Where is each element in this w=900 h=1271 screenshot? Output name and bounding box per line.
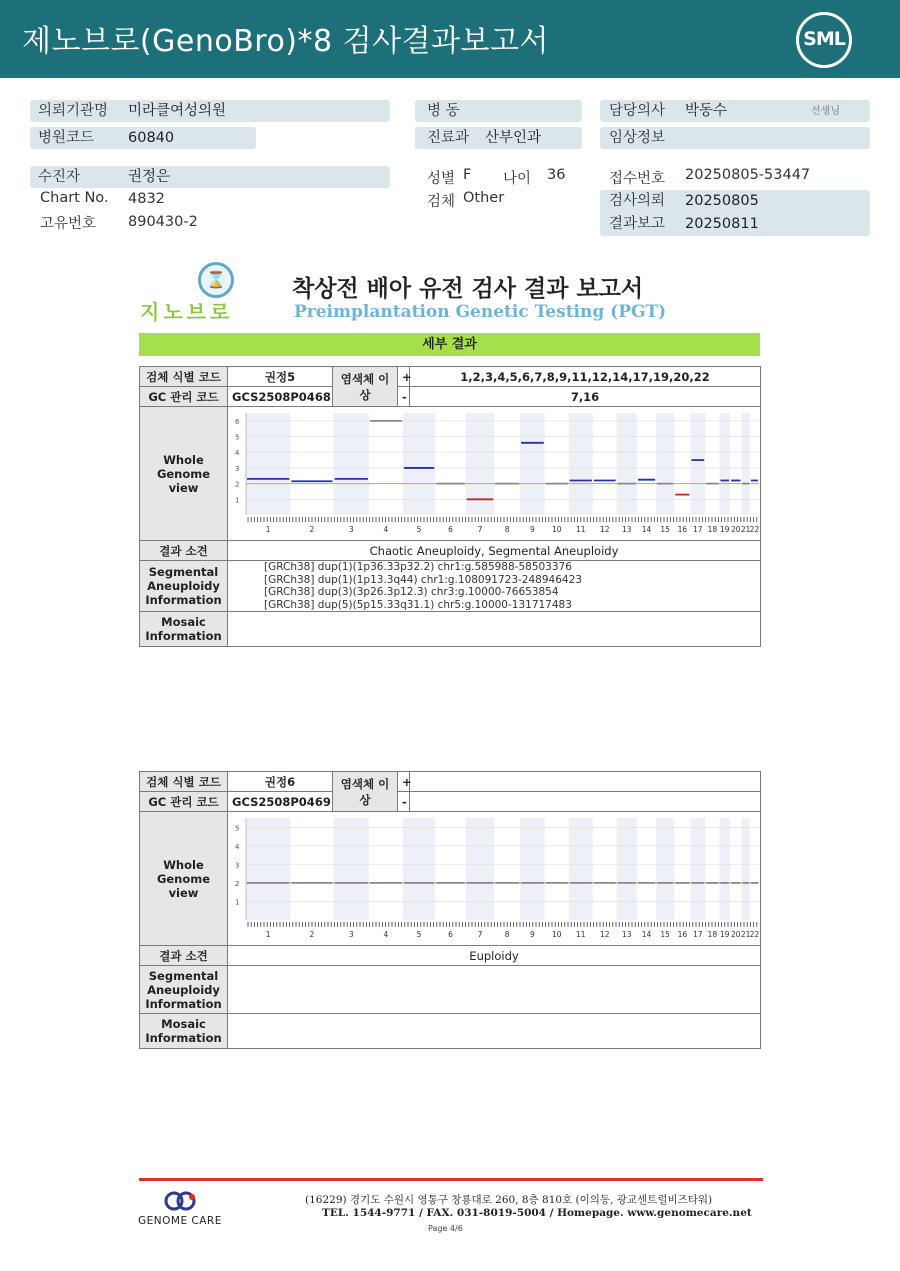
department-label: 진료과 — [427, 130, 470, 146]
department-row — [415, 127, 582, 149]
genome-care-text: GENOME CARE — [138, 1215, 222, 1227]
specimen-value: Other — [463, 190, 505, 206]
hospital-code-label: 병원코드 — [38, 130, 95, 146]
segmental-line: [GRCh38] dup(3)(3p26.3p12.3) chr3:g.10000-76653854 — [264, 586, 559, 598]
x-tick-label: 5 — [416, 930, 422, 939]
clinical-label: 임상정보 — [609, 130, 666, 146]
minus-chromosomes — [410, 792, 761, 812]
chromosome-band — [617, 818, 637, 920]
x-tick-label: 16 — [677, 525, 688, 534]
x-tick-label: 14 — [641, 930, 652, 939]
hospital-code-row — [30, 127, 256, 149]
whole-genome-label: Whole Genome view — [140, 812, 228, 946]
patient-value: 권정은 — [128, 169, 171, 185]
clinical-row — [600, 127, 870, 149]
doctor-row — [600, 100, 870, 122]
segmental-value — [228, 561, 761, 612]
chromosome-band — [569, 818, 593, 920]
genome-plot-1 — [232, 407, 765, 537]
report-label: 결과보고 — [609, 216, 666, 232]
sex-label: 성별 — [427, 171, 456, 187]
chromosome-band — [520, 413, 545, 515]
plus-sign: + — [398, 772, 410, 792]
receipt-label: 접수번호 — [609, 171, 666, 187]
ward-row — [415, 100, 582, 122]
x-tick-label: 8 — [504, 930, 510, 939]
doctor-label: 담당의사 — [609, 103, 666, 119]
doctor-suffix: 선생님 — [811, 106, 840, 117]
sml-logo — [796, 12, 852, 68]
specimen-label: 검체 — [427, 194, 456, 210]
x-tick-label: 4 — [383, 525, 389, 534]
segmental-label: Segmental Aneuploidy Information — [140, 561, 228, 612]
chromosome-band — [334, 413, 369, 515]
hospital-code-value: 60840 — [128, 130, 175, 146]
x-tick-label: 3 — [348, 930, 354, 939]
x-tick-label: 7 — [477, 930, 483, 939]
id-label: 고유번호 — [40, 216, 97, 232]
x-tick-label: 13 — [622, 930, 632, 939]
genobro-logo-word: 지노브로 — [140, 300, 234, 324]
chart-label: Chart No. — [40, 190, 109, 206]
chromosome-band — [690, 413, 705, 515]
finding-value: Chaotic Aneuploidy, Segmental Aneuploidy — [228, 541, 761, 561]
x-tick-label: 9 — [530, 525, 535, 534]
sample-id-label: 검체 식별 코드 — [140, 772, 228, 792]
x-tick-label: 2 — [309, 525, 315, 534]
footer-address: (16229) 경기도 수원시 영통구 창룡대로 260, 8층 810호 (이의동, 광교센트럴비즈타워) — [305, 1194, 713, 1206]
report-header-title: 제노브로(GenoBro)*8 검사결과보고서 — [22, 24, 549, 59]
chromosome-band — [466, 818, 494, 920]
chromosome-band — [690, 818, 705, 920]
x-tick-label: 6 — [448, 525, 453, 534]
x-tick-label: 17 — [693, 930, 703, 939]
finding-label: 결과 소견 — [140, 541, 228, 561]
doctor-value: 박동수 — [685, 103, 728, 119]
chromosome-band — [403, 413, 435, 515]
x-tick-label: 15 — [660, 930, 670, 939]
sample-id-value: 권정6 — [228, 772, 333, 792]
x-tick-label: 16 — [677, 930, 688, 939]
abnormality-label: 염색체 이상 — [333, 772, 398, 812]
plus-sign: + — [398, 367, 410, 387]
chart-value: 4832 — [128, 191, 165, 207]
report-subtitle: Preimplantation Genetic Testing (PGT) — [294, 302, 667, 322]
id-value: 890430-2 — [128, 214, 198, 230]
mosaic-value — [228, 612, 761, 647]
chromosome-band — [741, 413, 749, 515]
sample-id-label: 검체 식별 코드 — [140, 367, 228, 387]
result-table-2 — [139, 771, 761, 1049]
x-tick-label: 2 — [309, 930, 315, 939]
y-tick-label: 4 — [235, 449, 240, 458]
x-tick-label: 13 — [622, 525, 632, 534]
x-tick-label: 12 — [599, 930, 610, 939]
chromosome-band — [720, 818, 731, 920]
ward-label: 병 동 — [427, 103, 460, 119]
chromosome-band — [656, 413, 674, 515]
y-tick-label: 5 — [235, 433, 240, 442]
genome-care-logo — [135, 1190, 235, 1230]
genome-plot-2 — [232, 812, 765, 942]
segmental-line: [GRCh38] dup(1)(1p36.33p32.2) chr1:g.585988-58503376 — [264, 561, 572, 573]
minus-sign: - — [398, 387, 410, 407]
x-tick-label: 12 — [599, 525, 610, 534]
x-tick-label: 19 — [720, 930, 730, 939]
page-number: Page 4/6 — [428, 1224, 463, 1233]
age-label: 나이 — [503, 171, 532, 187]
minus-sign: - — [398, 792, 410, 812]
chromosome-band — [403, 818, 435, 920]
institution-row — [30, 100, 390, 122]
y-tick-label: 4 — [235, 842, 240, 851]
request-report-box — [600, 190, 870, 236]
x-tick-label: 21 — [740, 525, 751, 534]
request-label: 검사의뢰 — [609, 193, 666, 209]
chromosome-band — [569, 413, 593, 515]
gc-code-value: GCS2508P0469 — [228, 792, 333, 812]
genobro-logo — [140, 262, 255, 322]
x-tick-label: 17 — [693, 525, 703, 534]
x-tick-label: 1 — [265, 525, 271, 534]
y-tick-label: 1 — [235, 898, 240, 907]
x-tick-label: 20 — [730, 525, 741, 534]
x-tick-label: 20 — [730, 930, 741, 939]
x-tick-label: 3 — [348, 525, 354, 534]
footer-contact: TEL. 1544-9771 / FAX. 031-8019-5004 / Homepage. www.genomecare.net — [322, 1207, 752, 1219]
y-tick-label: 1 — [235, 496, 240, 505]
x-tick-label: 18 — [707, 525, 718, 534]
x-tick-label: 5 — [416, 525, 422, 534]
report-header — [0, 0, 900, 78]
mosaic-label: Mosaic Information — [140, 1014, 228, 1049]
gc-code-label: GC 관리 코드 — [140, 387, 228, 407]
chromosome-band — [246, 413, 290, 515]
genome-plot-cell — [228, 812, 761, 946]
chromosome-band — [720, 413, 731, 515]
y-tick-label: 3 — [235, 464, 240, 473]
x-tick-label: 10 — [551, 930, 562, 939]
abnormality-label: 염색체 이상 — [333, 367, 398, 407]
x-tick-label: 22 — [749, 525, 760, 534]
y-tick-label: 6 — [235, 417, 240, 426]
patient-row — [30, 166, 390, 188]
x-tick-label: 4 — [383, 930, 389, 939]
x-tick-label: 1 — [265, 930, 271, 939]
institution-label: 의뢰기관명 — [38, 103, 109, 119]
mosaic-label: Mosaic Information — [140, 612, 228, 647]
age-value: 36 — [547, 167, 566, 183]
x-tick-label: 11 — [575, 525, 586, 534]
whole-genome-label: Whole Genome view — [140, 407, 228, 541]
x-tick-label: 21 — [740, 930, 751, 939]
finding-value: Euploidy — [228, 946, 761, 966]
chromosome-band — [656, 818, 674, 920]
receipt-value: 20250805-53447 — [685, 167, 811, 183]
sml-logo-text: SML — [803, 28, 845, 50]
report-value: 20250811 — [685, 216, 759, 232]
x-tick-label: 9 — [530, 930, 535, 939]
department-value: 산부인과 — [485, 130, 542, 146]
institution-value: 미라클여성의원 — [128, 103, 227, 119]
x-tick-label: 22 — [749, 930, 760, 939]
section-header: 세부 결과 — [139, 333, 760, 356]
genome-care-mark-icon — [163, 1190, 197, 1212]
report-title: 착상전 배아 유전 검사 결과 보고서 — [292, 276, 644, 302]
x-tick-label: 14 — [641, 525, 652, 534]
x-tick-label: 19 — [720, 525, 730, 534]
sex-value: F — [463, 167, 472, 183]
y-tick-label: 3 — [235, 861, 240, 870]
dna-icon: ⌛ — [198, 262, 234, 298]
result-table-1 — [139, 366, 761, 647]
x-tick-label: 7 — [477, 525, 483, 534]
chromosome-band — [617, 413, 637, 515]
y-tick-label: 2 — [235, 480, 240, 489]
x-tick-label: 10 — [551, 525, 562, 534]
minus-chromosomes: 7,16 — [410, 387, 761, 407]
sample-id-value: 권정5 — [228, 367, 333, 387]
finding-label: 결과 소견 — [140, 946, 228, 966]
footer-divider — [139, 1178, 763, 1181]
y-tick-label: 5 — [235, 824, 240, 833]
x-tick-label: 18 — [707, 930, 718, 939]
segmental-line: [GRCh38] dup(5)(5p15.33q31.1) chr5:g.10000-131717483 — [264, 598, 572, 611]
y-tick-label: 2 — [235, 879, 240, 888]
segmental-line: [GRCh38] dup(1)(1p13.3q44) chr1:g.108091723-248946423 — [264, 573, 582, 586]
chromosome-band — [520, 818, 545, 920]
chromosome-band — [246, 818, 290, 920]
x-tick-label: 15 — [660, 525, 670, 534]
segmental-label: Segmental Aneuploidy Information — [140, 966, 228, 1014]
mosaic-value — [228, 1014, 761, 1049]
x-tick-label: 11 — [575, 930, 586, 939]
gc-code-value: GCS2508P0468 — [228, 387, 333, 407]
plus-chromosomes: 1,2,3,4,5,6,7,8,9,11,12,14,17,19,20,22 — [410, 367, 761, 387]
gc-code-label: GC 관리 코드 — [140, 792, 228, 812]
segmental-value — [228, 966, 761, 1014]
chromosome-band — [741, 818, 749, 920]
x-tick-label: 8 — [504, 525, 510, 534]
plus-chromosomes — [410, 772, 761, 792]
request-value: 20250805 — [685, 193, 759, 209]
genome-plot-cell — [228, 407, 761, 541]
patient-label: 수진자 — [38, 169, 81, 185]
chromosome-band — [334, 818, 369, 920]
x-tick-label: 6 — [448, 930, 453, 939]
